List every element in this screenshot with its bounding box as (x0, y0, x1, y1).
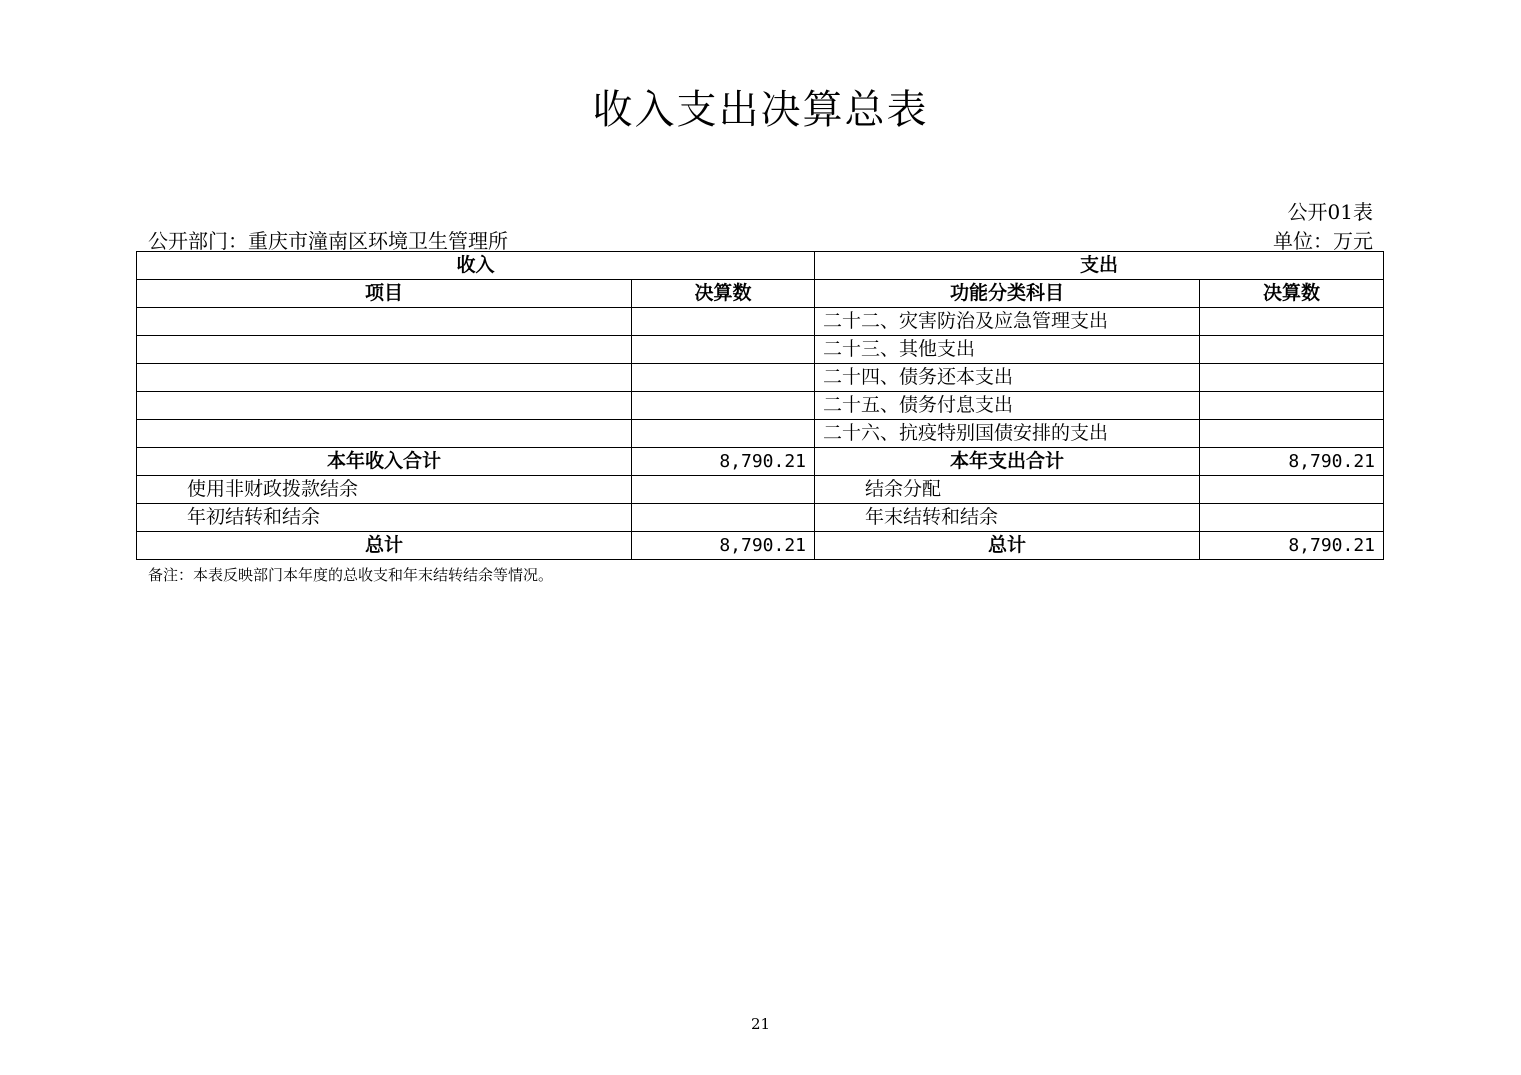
income-amount (632, 308, 815, 336)
expense-total-amount: 8,790.21 (1200, 532, 1384, 560)
income-item (137, 420, 632, 448)
expense-amount (1200, 392, 1384, 420)
income-item (137, 308, 632, 336)
table-row (137, 364, 1384, 392)
col-expense-amount-header: 决算数 (1200, 280, 1384, 308)
table-row (137, 476, 1384, 504)
income-item: 使用非财政拨款结余 (137, 476, 632, 504)
income-total-label: 总计 (137, 532, 632, 560)
page-number: 21 (750, 1015, 771, 1033)
col-income-amount-header: 决算数 (632, 280, 815, 308)
table-row (137, 308, 1384, 336)
expense-item: 二十五、债务付息支出 (815, 392, 1200, 420)
income-amount (632, 504, 815, 532)
table-header-row (137, 252, 1384, 280)
expense-amount (1200, 308, 1384, 336)
col-function-header: 功能分类科目 (815, 280, 1200, 308)
expense-item: 二十二、灾害防治及应急管理支出 (815, 308, 1200, 336)
subtotal-row (137, 448, 1384, 476)
expense-amount (1200, 364, 1384, 392)
expense-total-label: 总计 (815, 532, 1200, 560)
expense-item: 结余分配 (815, 476, 1200, 504)
expense-item: 二十四、债务还本支出 (815, 364, 1200, 392)
expense-header: 支出 (815, 252, 1384, 280)
table-row (137, 392, 1384, 420)
income-expense-table (136, 251, 1384, 560)
expense-item: 二十三、其他支出 (815, 336, 1200, 364)
table-row (137, 420, 1384, 448)
income-amount (632, 420, 815, 448)
col-item-header: 项目 (137, 280, 632, 308)
income-item (137, 392, 632, 420)
income-item (137, 336, 632, 364)
expense-amount (1200, 504, 1384, 532)
income-header: 收入 (137, 252, 815, 280)
income-amount (632, 392, 815, 420)
income-item: 年初结转和结余 (137, 504, 632, 532)
unit-label: 单位：万元 (1273, 229, 1373, 253)
income-item (137, 364, 632, 392)
expense-item: 二十六、抗疫特别国债安排的支出 (815, 420, 1200, 448)
expense-amount (1200, 420, 1384, 448)
total-row (137, 532, 1384, 560)
table-note: 备注：本表反映部门本年度的总收支和年末结转结余等情况。 (148, 566, 554, 584)
expense-subtotal-amount: 8,790.21 (1200, 448, 1384, 476)
table-row (137, 504, 1384, 532)
income-total-amount: 8,790.21 (632, 532, 815, 560)
income-subtotal-label: 本年收入合计 (137, 448, 632, 476)
expense-item: 年末结转和结余 (815, 504, 1200, 532)
department-label: 公开部门：重庆市潼南区环境卫生管理所 (148, 229, 508, 253)
expense-subtotal-label: 本年支出合计 (815, 448, 1200, 476)
column-header-row (137, 280, 1384, 308)
expense-amount (1200, 336, 1384, 364)
income-amount (632, 336, 815, 364)
income-amount (632, 476, 815, 504)
income-subtotal-amount: 8,790.21 (632, 448, 815, 476)
table-row (137, 336, 1384, 364)
form-number: 公开01表 (1287, 200, 1373, 224)
expense-amount (1200, 476, 1384, 504)
page-title: 收入支出决算总表 (592, 87, 929, 133)
income-amount (632, 364, 815, 392)
